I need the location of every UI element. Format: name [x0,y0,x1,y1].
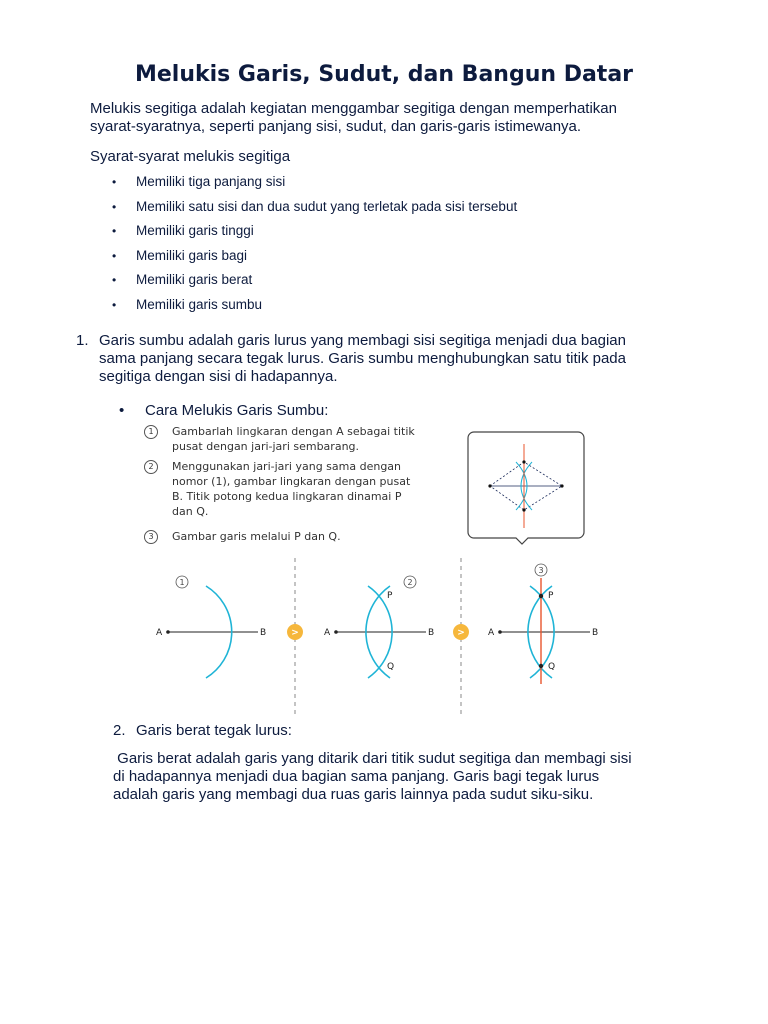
step-line: Gambarlah lingkaran dengan A sebagai titik [172,425,415,438]
item2-paragraph [113,750,632,804]
panel-number: 3 [538,566,544,575]
item2-line: Garis berat adalah garis yang ditarik dari titik sudut segitiga dan membagi sisi [113,750,632,767]
point-label-a: A [156,628,163,638]
point-label-p: P [387,591,393,601]
intro-paragraph [90,100,617,136]
list-item: • Memiliki tiga panjang sisi [112,172,517,197]
point-label-b: B [428,628,435,638]
next-arrow-icon: > [457,628,465,638]
point-label-b: B [260,628,267,638]
page-title: Melukis Garis, Sudut, dan Bangun Datar [134,62,634,87]
step-1 [148,424,415,454]
step-2 [148,459,411,519]
sub-bullet-dot: • [119,402,125,419]
requirements-list [112,172,517,320]
point-label-a: A [488,628,495,638]
list-item: • Memiliki garis bagi [112,246,517,271]
item1-number: 1. [76,332,89,349]
panel-number: 1 [179,578,185,587]
panel-1 [156,576,266,678]
list-item: • Memiliki garis tinggi [112,221,517,246]
point-label-q: Q [548,662,556,672]
point-label-p: P [548,591,554,601]
requirements-heading: Syarat-syarat melukis segitiga [90,148,291,165]
step-line: dan Q. [172,505,209,518]
point-label-q: Q [387,662,395,672]
step-number-badge: 1 [144,425,158,439]
step-line: B. Titik potong kedua lingkaran dinamai P [172,490,402,503]
step-line: nomor (1), gambar lingkaran dengan pusat [172,475,411,488]
panel-3 [488,564,598,684]
rhombus-callout-diagram [466,430,586,548]
point-label-b: B [592,628,599,638]
item2-line: adalah garis yang membagi dua ruas garis lainnya pada sudut siku-siku. [113,786,594,803]
step-line: Gambar garis melalui P dan Q. [172,530,341,543]
panel-2 [324,576,434,678]
intro-line: syarat-syaratnya, seperti panjang sisi, sudut, dan garis-garis istimewanya. [90,118,582,135]
list-item: • Memiliki garis berat [112,270,517,295]
item2-number: 2. [113,722,126,739]
step-number-badge: 3 [144,530,158,544]
item2-label: Garis berat tegak lurus: [136,722,292,739]
item1-line: segitiga dengan sisi di hadapannya. [99,368,338,385]
item1-line: Garis sumbu adalah garis lurus yang membagi sisi segitiga menjadi dua bagian [99,332,626,349]
panel-number: 2 [407,578,413,587]
step-number-badge: 2 [144,460,158,474]
step-line: Menggunakan jari-jari yang sama dengan [172,460,402,473]
next-arrow-icon: > [291,628,299,638]
list-item: • Memiliki satu sisi dan dua sudut yang terletak pada sisi tersebut [112,197,517,222]
intro-line: Melukis segitiga adalah kegiatan menggambar segitiga dengan memperhatikan [90,100,617,117]
point-label-a: A [324,628,331,638]
step-line: pusat dengan jari-jari sembarang. [172,440,360,453]
step-3 [148,529,341,544]
item2-line: di hadapannya menjadi dua bagian sama panjang. Garis bagi tegak lurus [113,768,600,785]
list-item: • Memiliki garis sumbu [112,295,517,320]
construction-figure [150,556,610,716]
item1-line: sama panjang secara tegak lurus. Garis sumbu menghubungkan satu titik pada [99,350,626,367]
sub-bullet-label: Cara Melukis Garis Sumbu: [145,402,329,419]
item1-paragraph [99,332,626,386]
